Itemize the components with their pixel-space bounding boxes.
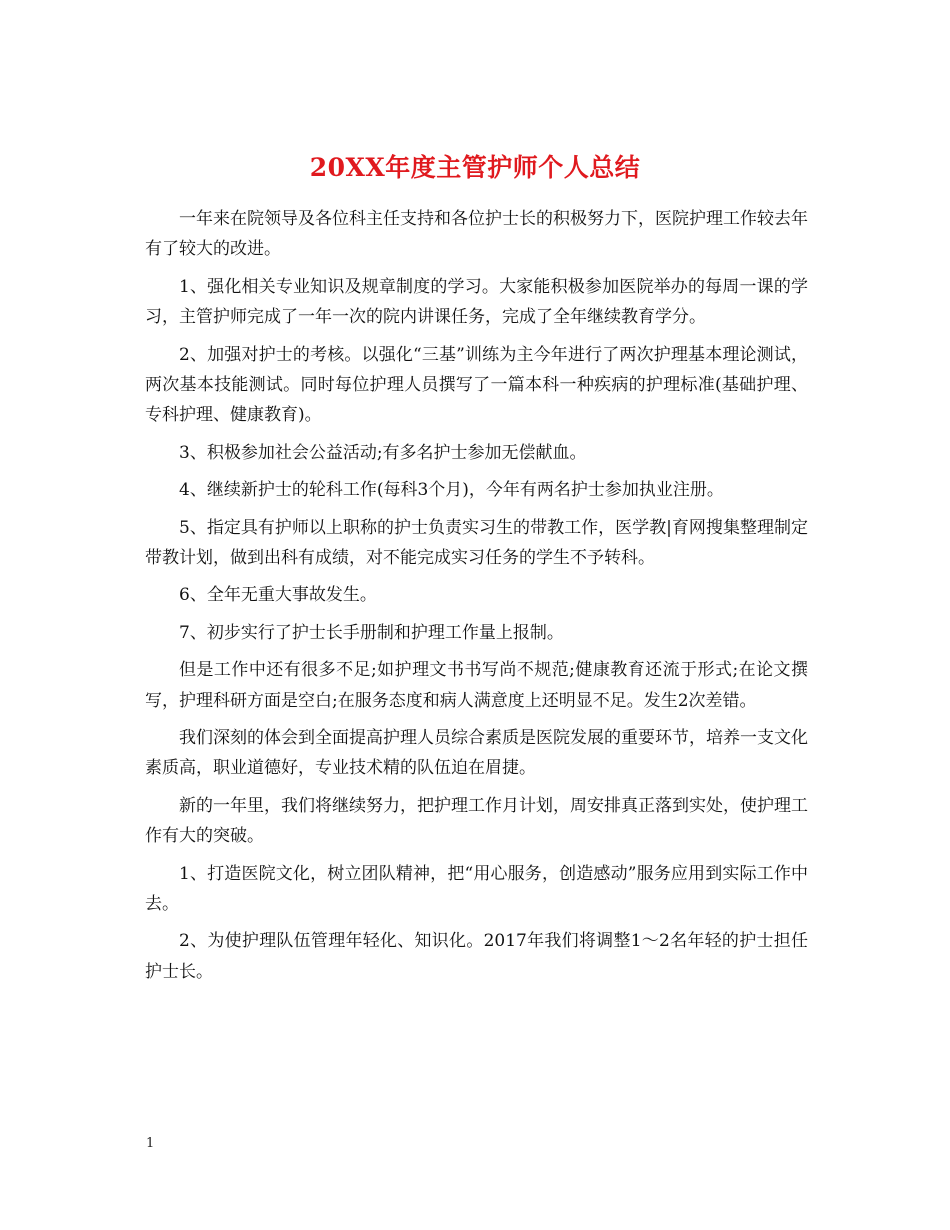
page-number: 1	[146, 1136, 155, 1151]
paragraph-plan-2: 2、为使护理队伍管理年轻化、知识化。2017年我们将调整1～2名年轻的护士担任护士长。	[145, 931, 808, 982]
paragraph-item-2: 2、加强对护士的考核。以强化“三基”训练为主今年进行了两次护理基本理论测试，两次基本技能测试。同时每位护理人员撰写了一篇本科一种疾病的护理标准(基础护理、专科护理、健康教育)。	[145, 344, 808, 426]
paragraph-item-5: 5、指定具有护师以上职称的护士负责实习生的带教工作，医学教|育网搜集整理制定带教计划，做到出科有成绩，对不能完成实习任务的学生不予转科。	[145, 517, 808, 568]
paragraph-new-year: 新的一年里，我们将继续努力，把护理工作月计划，周安排真正落到实处，使护理工作有大的突破。	[145, 795, 808, 847]
paragraph-item-4: 4、继续新护士的轮科工作(每科3个月)，今年有两名护士参加执业注册。	[179, 480, 724, 501]
paragraph-intro: 一年来在院领导及各位科主任支持和各位护士长的积极努力下，医院护理工作较去年有了较大的改进。	[145, 209, 808, 260]
paragraph-shortcomings: 但是工作中还有很多不足;如护理文书书写尚不规范;健康教育还流于形式;在论文撰写，护理科研方面是空白;在服务态度和病人满意度上还明显不足。发生2次差错。	[145, 660, 808, 711]
paragraph-item-3: 3、积极参加社会公益活动;有多名护士参加无偿献血。	[179, 442, 587, 463]
document-title: 20XX年度主管护师个人总结	[309, 152, 641, 182]
paragraph-item-7: 7、初步实行了护士长手册制和护理工作量上报制。	[179, 622, 564, 643]
paragraph-item-6: 6、全年无重大事故发生。	[179, 585, 377, 606]
paragraph-reflection: 我们深刻的体会到全面提高护理人员综合素质是医院发展的重要环节，培养一支文化素质高，职业道德好，专业技术精的队伍迫在眉捷。	[145, 728, 808, 779]
document-body	[145, 204, 808, 994]
paragraph-item-1: 1、强化相关专业知识及规章制度的学习。大家能积极参加医院举办的每周一课的学习，主管护师完成了一年一次的院内讲课任务，完成了全年继续教育学分。	[145, 276, 808, 328]
paragraph-plan-1: 1、打造医院文化，树立团队精神，把“用心服务，创造感动”服务应用到实际工作中去。	[145, 863, 808, 914]
